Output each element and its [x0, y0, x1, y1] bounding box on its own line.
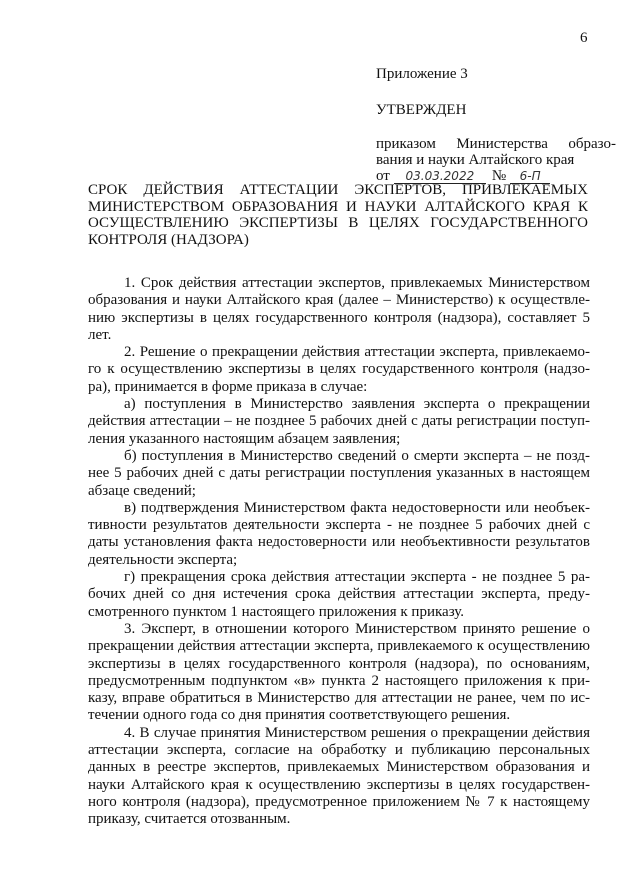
- date-prefix: от: [376, 168, 390, 184]
- handwritten-date: 03.03.2022: [394, 170, 486, 184]
- appendix-label: Приложение 3: [376, 66, 468, 82]
- paragraph-2v: в) подтверждения Министерством факта недостоверности или необъек-тивности результатов деятельности эксперта - не позднее 5 рабочих дней с даты установления факта недостоверности или необъективности результатов деятельности эксперта;: [88, 499, 590, 568]
- document-body: [88, 275, 590, 829]
- paragraph-2: 2. Решение о прекращении действия аттестации эксперта, привлекаемо-го к осуществлению экспертизы в целях государственного контроля (надзо-ра), принимается в форме приказа в случае:: [88, 344, 590, 395]
- paragraph-2b: б) поступления в Министерство сведений о смерти эксперта – не позд-нее 5 рабочих дней с даты регистрации поступления указанных в настоящем абзаце сведений;: [88, 447, 590, 499]
- number-prefix: №: [491, 168, 507, 184]
- paragraph-1: 1. Срок действия аттестации экспертов, привлекаемых Министерством образования и науки Алтайского края (далее – Министерство) к осуществле-нию экспертизы в целях государственного контроля (надзора), составляет 5 лет.: [88, 275, 590, 343]
- handwritten-order-number: 6-П: [510, 170, 550, 184]
- paragraph-2a: а) поступления в Министерство заявления эксперта о прекращении действия аттестации – не позднее 5 рабочих дней с даты регистрации поступ-ления указанного настоящим абзацем заявления;: [88, 396, 590, 447]
- paragraph-4: 4. В случае принятия Министерством решения о прекращении действия аттестации эксперта, согласие на обработку и публикацию персональных данных в реестре экспертов, привлекаемых Министерством образования и науки Алтайского края к осуществлению экспертизы в целях государствен-ного контроля (надзора), предусмотренное приложением № 7 к настоящему приказу, считается отозванным.: [88, 724, 590, 828]
- approval-stamp-block: [376, 66, 616, 184]
- approved-label: УТВЕРЖДЕН: [376, 102, 467, 118]
- order-reference: приказом Министерства образо-вания и науки Алтайского края: [376, 136, 616, 168]
- paragraph-3: 3. Эксперт, в отношении которого Министерством принято решение о прекращении действия аттестации эксперта, привлекаемого к осуществлению экспертизы в целях государственного контроля (надзора), по основаниям, предусмотренным подпунктом «в» пункта 2 настоящего приложения к при-казу, вправе обратиться в Министерство для аттестации не ранее, чем по ис-течении одного года со дня принятия соответствующего решения.: [88, 620, 590, 724]
- page-number: 6: [580, 30, 588, 46]
- paragraph-2g: г) прекращения срока действия аттестации эксперта - не позднее 5 ра-бочих дней со дня истечения срока действия аттестации эксперта, преду-смотренного пунктом 1 настоящего приложения к приказу.: [88, 569, 590, 620]
- document-title: СРОК ДЕЙСТВИЯ АТТЕСТАЦИИ ЭКСПЕРТОВ, ПРИВЛЕКАЕМЫХ МИНИСТЕРСТВОМ ОБРАЗОВАНИЯ И НАУКИ АЛТАЙСКОГО КРАЯ К ОСУЩЕСТВЛЕНИЮ ЭКСПЕРТИЗЫ В ЦЕЛЯХ ГОСУДАРСТВЕННОГО КОНТРОЛЯ (НАДЗОРА): [88, 182, 588, 248]
